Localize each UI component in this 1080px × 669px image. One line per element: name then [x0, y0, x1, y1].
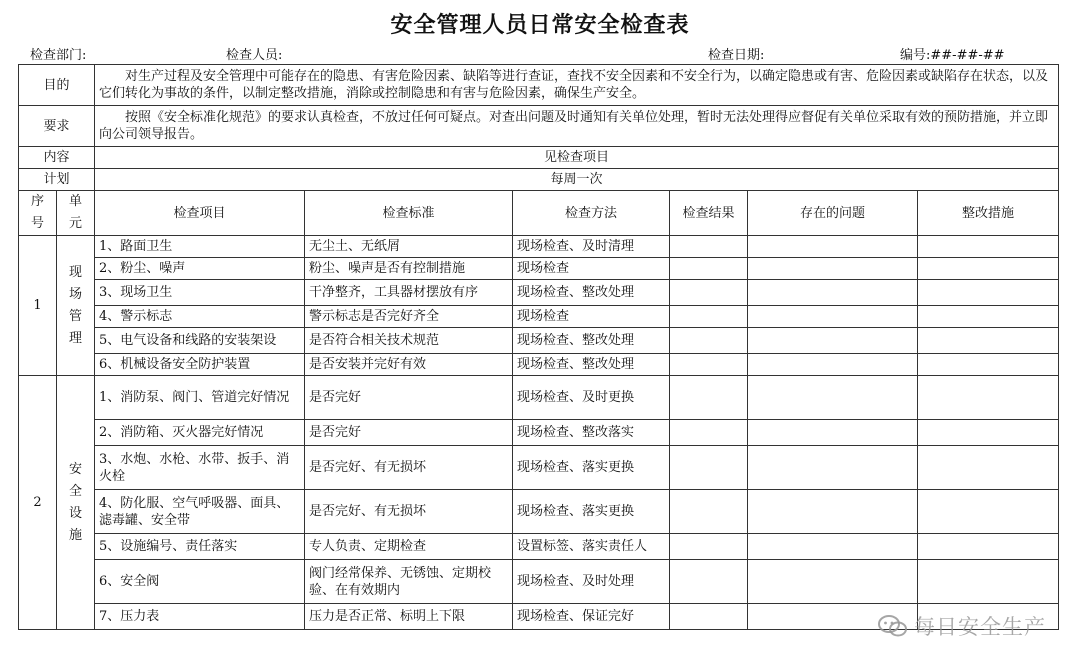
table-row [19, 534, 1059, 560]
check-result[interactable] [670, 236, 748, 258]
existing-problem[interactable] [748, 280, 918, 306]
existing-problem[interactable] [748, 376, 918, 420]
check-item: 4、警示标志 [95, 306, 305, 328]
dept-label: 检查部门: [30, 48, 87, 63]
watermark [878, 611, 1046, 641]
requirement-label: 要求 [19, 106, 95, 147]
check-method: 现场检查、及时更换 [513, 376, 670, 420]
check-standard: 警示标志是否完好齐全 [305, 306, 513, 328]
table-row [19, 490, 1059, 534]
check-method: 现场检查 [513, 258, 670, 280]
table-row [19, 560, 1059, 604]
date-label: 检查日期: [708, 48, 765, 63]
header-row [19, 191, 1059, 236]
check-method: 现场检查、整改落实 [513, 420, 670, 446]
check-method: 现场检查、整改处理 [513, 328, 670, 354]
rectification[interactable] [918, 306, 1059, 328]
check-result[interactable] [670, 604, 748, 630]
content-label: 内容 [19, 147, 95, 169]
group-unit-label: 安全设施 [68, 461, 82, 543]
table-row [19, 420, 1059, 446]
check-result[interactable] [670, 280, 748, 306]
rectification[interactable] [918, 534, 1059, 560]
check-method: 现场检查、落实更换 [513, 490, 670, 534]
inspector-label: 检查人员: [226, 48, 283, 63]
check-item: 1、路面卫生 [95, 236, 305, 258]
check-result[interactable] [670, 446, 748, 490]
check-method: 设置标签、落实责任人 [513, 534, 670, 560]
table-row [19, 354, 1059, 376]
group-unit [57, 236, 95, 376]
rectification[interactable] [918, 328, 1059, 354]
rectification[interactable] [918, 236, 1059, 258]
group-unit [57, 376, 95, 630]
check-standard: 是否完好、有无损坏 [305, 446, 513, 490]
table-row [19, 306, 1059, 328]
check-item: 5、设施编号、责任落实 [95, 534, 305, 560]
check-result[interactable] [670, 328, 748, 354]
check-item: 3、现场卫生 [95, 280, 305, 306]
watermark-text: 每日安全生产 [914, 615, 1046, 639]
existing-problem[interactable] [748, 534, 918, 560]
code-label: 编号: [900, 48, 931, 63]
check-item: 2、粉尘、噪声 [95, 258, 305, 280]
rectification[interactable] [918, 420, 1059, 446]
check-item: 4、防化服、空气呼吸器、面具、滤毒罐、安全带 [95, 490, 305, 534]
check-method: 现场检查 [513, 306, 670, 328]
code-value: ##-##-## [930, 48, 1005, 63]
rectification[interactable] [918, 376, 1059, 420]
check-result[interactable] [670, 490, 748, 534]
table-row [19, 376, 1059, 420]
check-standard: 干净整齐，工具器材摆放有序 [305, 280, 513, 306]
check-result[interactable] [670, 534, 748, 560]
table-row [19, 280, 1059, 306]
check-method: 现场检查、及时处理 [513, 560, 670, 604]
check-item: 7、压力表 [95, 604, 305, 630]
check-standard: 是否完好、有无损坏 [305, 490, 513, 534]
group-seq: 2 [19, 376, 57, 630]
rectification[interactable] [918, 490, 1059, 534]
check-standard: 压力是否正常、标明上下限 [305, 604, 513, 630]
header-method: 检查方法 [513, 191, 670, 236]
existing-problem[interactable] [748, 328, 918, 354]
check-standard: 阀门经常保养、无锈蚀、定期校验、在有效期内 [305, 560, 513, 604]
rectification[interactable] [918, 446, 1059, 490]
check-item: 5、电气设备和线路的安装架设 [95, 328, 305, 354]
group-unit-label: 现场管理 [68, 264, 82, 346]
content-text: 见检查项目 [95, 147, 1059, 169]
check-result[interactable] [670, 560, 748, 604]
header-fix: 整改措施 [918, 191, 1059, 236]
rectification[interactable] [918, 258, 1059, 280]
check-standard: 专人负责、定期检查 [305, 534, 513, 560]
inspection-table [18, 64, 1059, 630]
table-row [19, 328, 1059, 354]
check-standard: 是否安装并完好有效 [305, 354, 513, 376]
header-result: 检查结果 [670, 191, 748, 236]
header-unit: 单元 [57, 191, 95, 236]
check-item: 6、机械设备安全防护装置 [95, 354, 305, 376]
existing-problem[interactable] [748, 560, 918, 604]
rectification[interactable] [918, 354, 1059, 376]
check-item: 2、消防箱、灭火器完好情况 [95, 420, 305, 446]
header-seq: 序号 [19, 191, 57, 236]
header-item: 检查项目 [95, 191, 305, 236]
header-problem: 存在的问题 [748, 191, 918, 236]
existing-problem[interactable] [748, 354, 918, 376]
check-item: 1、消防泵、阀门、管道完好情况 [95, 376, 305, 420]
check-standard: 是否完好 [305, 376, 513, 420]
check-item: 3、水炮、水枪、水带、扳手、消火栓 [95, 446, 305, 490]
purpose-text: 对生产过程及安全管理中可能存在的隐患、有害危险因素、缺陷等进行查证，查找不安全因素和不安全行为，以确定隐患或有害、危险因素或缺陷存在状态，以及它们转化为事故的条件，以制定整改措施，消除或控制隐患和有害与危险因素，确保生产安全。 [95, 65, 1059, 106]
wechat-icon [878, 614, 908, 638]
requirement-text: 按照《安全标准化规范》的要求认真检查，不放过任何可疑点。对查出问题及时通知有关单位处理，暂时无法处理得应督促有关单位采取有效的预防措施，并立即向公司领导报告。 [95, 106, 1059, 147]
header-standard: 检查标准 [305, 191, 513, 236]
page-title: 安全管理人员日常安全检查表 [390, 12, 690, 38]
check-result[interactable] [670, 354, 748, 376]
check-result[interactable] [670, 258, 748, 280]
check-result[interactable] [670, 376, 748, 420]
check-result[interactable] [670, 420, 748, 446]
plan-text: 每周一次 [95, 169, 1059, 191]
plan-label: 计划 [19, 169, 95, 191]
check-standard: 无尘土、无纸屑 [305, 236, 513, 258]
check-method: 现场检查、整改处理 [513, 354, 670, 376]
existing-problem[interactable] [748, 236, 918, 258]
check-standard: 是否符合相关技术规范 [305, 328, 513, 354]
check-method: 现场检查、及时清理 [513, 236, 670, 258]
existing-problem[interactable] [748, 490, 918, 534]
code-field [900, 44, 1005, 63]
purpose-label: 目的 [19, 65, 95, 106]
check-method: 现场检查、整改处理 [513, 280, 670, 306]
table-row [19, 258, 1059, 280]
check-standard: 是否完好 [305, 420, 513, 446]
table-row [19, 446, 1059, 490]
existing-problem[interactable] [748, 420, 918, 446]
check-method: 现场检查、保证完好 [513, 604, 670, 630]
group-seq: 1 [19, 236, 57, 376]
rectification[interactable] [918, 280, 1059, 306]
existing-problem[interactable] [748, 306, 918, 328]
check-standard: 粉尘、噪声是否有控制措施 [305, 258, 513, 280]
existing-problem[interactable] [748, 258, 918, 280]
check-item: 6、安全阀 [95, 560, 305, 604]
existing-problem[interactable] [748, 446, 918, 490]
check-result[interactable] [670, 306, 748, 328]
rectification[interactable] [918, 560, 1059, 604]
table-row [19, 236, 1059, 258]
check-method: 现场检查、落实更换 [513, 446, 670, 490]
